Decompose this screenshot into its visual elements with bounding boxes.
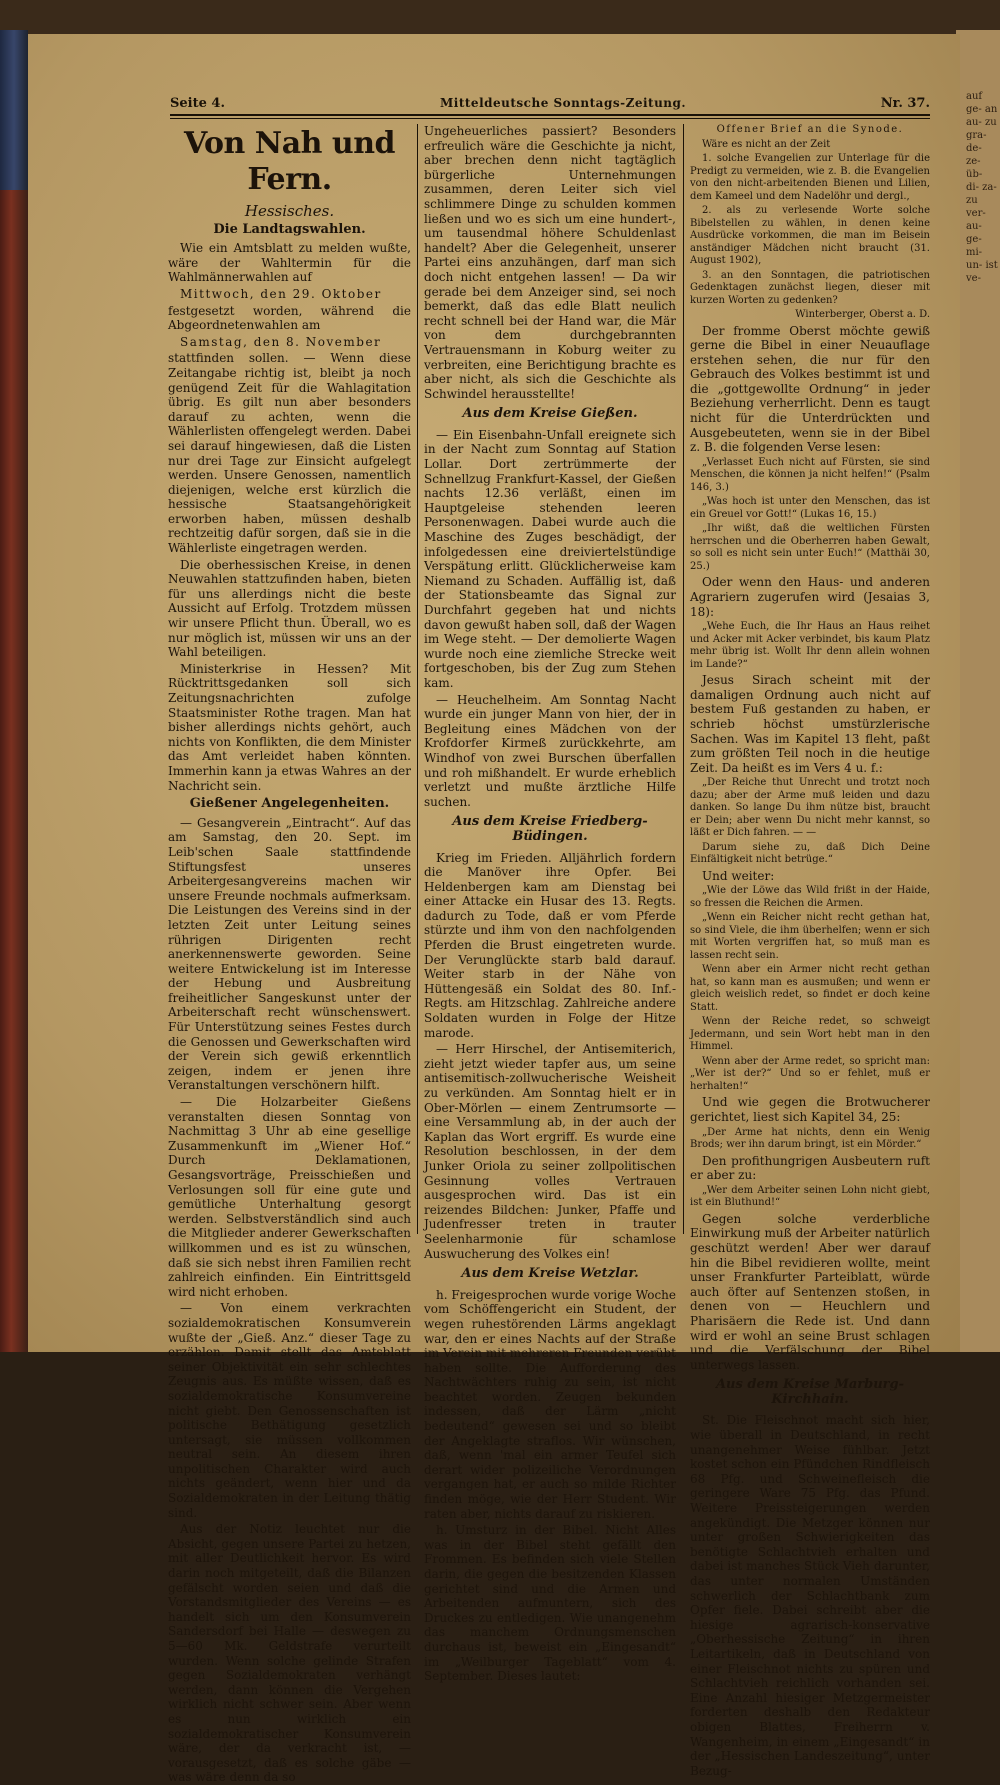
header-rule-thin (170, 118, 930, 119)
bible-quote: „Wer dem Arbeiter seinen Lohn nicht giebt, ist ein Bluthund!“ (690, 1184, 930, 1209)
paragraph: Aus der Notiz leuchtet nur die Absicht, gegen unsere Partei zu hetzen, mit aller Deutlichkeit hervor. Es wird darin noch mitgeteilt, daß die Bilanzen gefälscht worden seien und daß die Vorstandsmitglieder des Vereins — es handelt sich um den Konsumverein Sandersdorf bei Halle — deswegen zu 5—60 Mk. Geldstrafe verurteilt wurden. Wenn solche gelinde Strafen gegen Sozialdemokraten verhängt werden, dann können die Vergehen wirklich nicht schwer sein. Aber wenn es nun wirklich ein sozialdemokratischer Konsumverein wäre, der da verkracht ist, — vorausgesetzt, daß es solche gäbe — was wäre denn da so (168, 1522, 411, 1785)
bible-quote: „Was hoch ist unter den Menschen, das ist ein Greuel vor Gott!“ (Lukas 16, 15.) (690, 496, 930, 520)
paragraph: Mittwoch, den 29. Oktober (180, 286, 382, 301)
bible-quote: „Wie der Löwe das Wild frißt in der Haide, so fressen die Reichen die Armen. (690, 885, 930, 909)
header-rule (170, 114, 930, 116)
paragraph: — Die Holzarbeiter Gießens veranstalten diesen Sonntag von Nachmittag 3 Uhr ab eine gesellige Zusammenkunft im „Wiener Hof.“ Durch Deklamationen, Gesangsvorträge, Preisschießen und Verlosungen soll für eine gute und gemütliche Unterhaltung gesorgt werden. Selbstverständlich sind auch die Mitglieder anderer Gewerkschaften willkommen und es ist zu wünschen, daß sie sich nebst ihren Familien recht zahlreich einfinden. Ein Eintrittsgeld wird nicht erhoben. (168, 1095, 411, 1299)
bible-quote: Wenn aber ein Armer nicht recht gethan hat, so kann man es ausmußen; und wenn er gleich weislich redet, so findet er doch keine Statt. (690, 964, 930, 1013)
article-heading: Die Landtagswahlen. (213, 221, 366, 237)
next-page-edge (956, 30, 1000, 1352)
paragraph: festgesetzt worden, während die Abgeordnetenwahlen am (168, 303, 411, 333)
article-heading: Aus dem Kreise Gießen. (462, 406, 638, 422)
paragraph: Jesus Sirach scheint mit der damaligen Ordnung auch nicht auf bestem Fuß gestanden zu haben, er schrieb höchst umstürzlerische Sachen. Was im Kapitel 13 fleht, paßt zum größten Teil noch in die heutige Zeit. Da heißt es im Vers 4 u. f.: (690, 673, 930, 775)
paragraph: Ministerkrise in Hessen? Mit Rücktrittsgedanken soll sich Zeitungsnachrichten zufolge Staatsminister Rothe tragen. Man hat bisher allerdings nichts gehört, auch nichts von Konflikten, die dem Minister das Amt verleidet haben könnten. Immerhin kann ja etwas Wahres an der Nachricht sein. (168, 661, 411, 793)
issue-number: Nr. 37. (880, 96, 930, 111)
paragraph: — Gesangverein „Eintracht“. Auf das am Samstag, den 20. Sept. im Leib'schen Saale stattfindende Stiftungsfest unseres Arbeitergesangvereins machen wir unsere Freunde nochmals aufmerksam. Die Leistungen des Vereins sind in der letzten Zeit unter Leitung seines rührigen Dirigenten recht anerkennenswerte geworden. Seine weitere Entwickelung ist im Interesse der Hebung und Ausbreitung freiheitlicher Sangeskunst unter der Arbeiterschaft recht wünschenswert. Für Unterstützung seines Festes durch die Genossen und Gewerkschaften wird der Verein sich gewiß erkenntlich zeigen, indem er jenen ihre Veranstaltungen verschönern hilft. (168, 815, 411, 1093)
article-heading: Gießener Angelegenheiten. (189, 796, 390, 812)
paragraph: Gegen solche verderbliche Einwirkung muß der Arbeiter natürlich geschützt werden! Aber wer darauf hin die Bibel revidieren wollte, meint unser Frankfurter Parteiblatt, würde auch öfter auf Sentenzen stoßen, in denen von — Heuchlern und Pharisäern die Rede ist. Und dann wird er wohl an seine Brust schlagen und die Verfälschung der Bibel unterwegs lassen. (690, 1211, 930, 1372)
paragraph: Die oberhessischen Kreise, in denen Neuwahlen stattzufinden haben, bieten für uns allerdings nicht die beste Aussicht auf Erfolg. Trotzdem müssen wir unsere Pflicht thun. Überall, wo es nur möglich ist, müssen wir uns an der Wahl beteiligen. (168, 557, 411, 660)
paragraph: — Herr Hirschel, der Antisemiterich, zieht jetzt wieder tapfer aus, um seine antisemitisch-zollwucherische Weisheit zu verkünden. Am Sonntag hielt er in Ober-Mörlen — einem Zentrumsorte — eine Versammlung ab, in der auch der Kaplan das Wort ergriff. Es wurde eine Resolution beschlossen, in der dem Junker Oriola zu seiner zollpolitischen Gesinnung volles Vertrauen ausgesprochen wird. Das ist ein reizendes Bildchen: Junker, Pfaffe und Judenfresser treten in trauter Seelenharmonie für schamlose Auswucherung des Volkes ein! (424, 1042, 676, 1261)
quote-title: Offener Brief an die Synode. (716, 124, 904, 135)
column-2 (424, 124, 676, 1684)
paragraph: Der fromme Oberst möchte gewiß gerne die Bibel in einer Neuauflage erstehen sehen, die nur für den Gebrauch des Volkes bestimmt ist und die „gottgewollte Ordnung“ in jeder Beziehung verherrlicht. Denn es taugt nicht für die Unterdrückten und Ausgebeuteten, wenn sie in der Bibel z. B. die folgenden Verse lesen: (690, 323, 930, 455)
column-divider (417, 124, 418, 1234)
page-number: Seite 4. (170, 96, 225, 111)
paragraph: h. Umsturz in der Bibel. Nicht Alles was in der Bibel steht gefällt den Frommen. Es befinden sich viele Stellen darin, die gegen die besitzenden Klassen gerichtet sind und die Armen und Arbeitenden aufmuntern, sich des Druckes zu entledigen. Wie unangenehm das manchem Ordnungsmenschen durchaus ist, beweist ein „Eingesandt“ im „Weilburger Tageblatt“ vom 4. September. Dieses lautet: (424, 1523, 676, 1684)
next-page-text: auf ge- an au- zu gra- de- ze- üb- di- za- zu ver- au- ge- mi- un- ist ve- (966, 91, 998, 284)
page-header (170, 94, 930, 114)
paragraph: Und weiter: (702, 868, 775, 883)
paragraph: h. Freigesprochen wurde vorige Woche vom Schöffengericht ein Student, der wegen ruhestörenden Lärms angeklagt war, den er eines Nachts auf der Straße im Verein mit mehreren Freunden verübt haben sollte. Die Aufforderung des Nachtwächters ruhig zu sein, ist nicht beachtet worden. Zeugen bekunden indessen, daß der Lärm „nicht bedeutend“ gewesen sei und so bleibt der Angeklagte straflos. Wir wünschen, daß, wenn 'mal ein armer Teufel sich derart wider polizeiliche Verordnungen vergangen hat, er auch so milde Richter finden möge, wie der Herr Student. Wir raten aber, nichts darauf zu riskieren. (424, 1287, 676, 1521)
article-heading: Aus dem Kreise Friedberg-Büdingen. (452, 814, 648, 844)
column-1 (168, 124, 411, 1785)
paragraph: — Von einem verkrachten sozialdemokratischen Konsumverein wußte der „Gieß. Anz.“ dieser Tage zu erzählen. Damit stellt das Amtsblatt seiner Objektivität ein sehr schlechtes Zeugnis aus. Es müßte wissen, daß es sozialdemokratische Konsumvereine nicht giebt. Den Genossenschaften ist politische Bethätigung gesetzlich untersagt, sie müssen vollkommen neutral sein. An diesem ihren unpolitischen Charakter wird auch nichts geändert, wenn hier und da Sozialdemokraten in der Leitung thätig sind. (168, 1301, 411, 1520)
paragraph: Den profithungrigen Ausbeutern ruft er aber zu: (690, 1153, 930, 1183)
bible-quote: „Ihr wißt, daß die weltlichen Fürsten herrschen und die Oberherren haben Gewalt, so soll es nicht sein unter Euch!“ (Matthäi 30, 25.) (690, 523, 930, 572)
quote-signature: Winterberger, Oberst a. D. (795, 309, 930, 320)
section-title: Von Nah und Fern. (183, 126, 395, 197)
column-divider (683, 124, 684, 1234)
article-heading: Aus dem Kreise Marburg-Kirchhain. (715, 1377, 905, 1407)
paragraph: Ungeheuerliches passiert? Besonders erfreulich wäre die Geschichte ja nicht, aber brechen denn nicht tagtäglich bürgerliche Unternehmungen zusammen, deren Leiter sich viel schlimmere Dinge zu schulden kommen ließen und wo es sich um eine hundert-, um tausendmal höhere Schuldenlast handelt? Aber die Gelegenheit, unserer Partei eins anzuhängen, darf man sich doch nicht entgehen lassen! — Da wir gerade bei dem Anzeiger sind, sei noch bemerkt, daß das edle Blatt neulich recht schnell bei der Hand war, die Mär von dem durchgebrannten Vertrauensmann in Koburg weiter zu verbreiten, eine Berichtigung brachte es aber nicht, als sich die Geschichte als Schwindel herausstellte! (424, 124, 676, 401)
paragraph: Oder wenn den Haus- und anderen Agrariern zugerufen wird (Jesaias 3, 18): (690, 575, 930, 619)
bible-quote: „Der Arme hat nichts, denn ein Wenig Brods; wer ihn darum bringt, ist ein Mörder.“ (690, 1126, 930, 1151)
book-spine (0, 30, 28, 1352)
quote-line: 2. als zu verlesende Worte solche Bibelstellen zu wählen, in denen keine Ausdrücke vorkommen, die man im Beisein anständiger Mädchen nicht braucht (31. August 1902), (690, 205, 930, 266)
paragraph: — Ein Eisenbahn-Unfall ereignete sich in der Nacht zum Sonntag auf Station Lollar. Dort zertrümmerte der Schnellzug Frankfurt-Kassel, der Gießen nachts 12.36 verläßt, einen im Hauptgeleise stehenden leeren Personenwagen. Dabei wurde auch die Maschine des Zuges beschädigt, der infolgedessen eine dreiviertelstündige Verspätung erlitt. Glücklicherweise kam Niemand zu Schaden. Auffällig ist, daß der Stationsbeamte das Signal zur Durchfahrt gegeben hat und nichts davon gewußt haben soll, daß der Wagen im Wege steht. — Der demolierte Wagen wurde noch eine ziemliche Strecke weit fortgeschoben, bis der Zug zum Stehen kam. (424, 427, 676, 690)
column-3 (690, 124, 930, 1778)
paragraph: — Heuchelheim. Am Sonntag Nacht wurde ein junger Mann von hier, der in Begleitung eines Mädchen von der Krofdorfer Kirmeß zurückkehrte, am Windhof von zwei Burschen überfallen und roh mißhandelt. Er wurde erheblich verletzt und mußte ärztliche Hilfe suchen. (424, 692, 676, 809)
paper-title: Mitteldeutsche Sonntags-Zeitung. (440, 96, 687, 110)
paragraph: Samstag, den 8. November (180, 334, 382, 349)
quote-line: 1. solche Evangelien zur Unterlage für die Predigt zu vermeiden, wie z. B. die Evangelien von den nicht-arbeitenden Bienen und Lilien, dem Kameel und dem Nadelöhr und dergl., (690, 153, 930, 202)
spine-cover (0, 30, 28, 190)
bible-quote: „Verlasset Euch nicht auf Fürsten, sie sind Menschen, die können ja nicht helfen!“ (Psalm 146, 3.) (690, 456, 930, 493)
region-heading: Hessisches. (244, 202, 335, 220)
bible-quote: „Wehe Euch, die Ihr Haus an Haus reihet und Acker mit Acker verbindet, bis kaum Platz mehr übrig ist. Wollt Ihr denn allein wohnen im Lande?“ (690, 621, 930, 670)
quote-line: 3. an den Sonntagen, die patriotischen Gedenktagen zunächst liegen, dieser mit kurzen Worten zu gedenken? (690, 269, 930, 306)
bible-quote: „Wenn ein Reicher nicht recht gethan hat, so sind Viele, die ihm überhelfen; wenn er sich mit Worten vergriffen hat, so muß man es lassen recht sein. (690, 912, 930, 961)
bible-quote: „Der Reiche thut Unrecht und trotzt noch dazu; aber der Arme muß leiden und dazu danken. So lange Du ihm nütze bist, braucht er Dein; aber wenn Du nicht mehr kannst, so läßt er Dich fahren. — — (690, 777, 930, 839)
paragraph: Wie ein Amtsblatt zu melden wußte, wäre der Wahltermin für die Wahlmännerwahlen auf (168, 241, 411, 285)
paragraph: Und wie gegen die Brotwucherer gerichtet, liest sich Kapitel 34, 25: (690, 1095, 930, 1124)
bible-quote: Wenn aber der Arme redet, so spricht man: „Wer ist der?“ Und so er fehlet, muß er herhalten!“ (690, 1055, 930, 1092)
article-heading: Aus dem Kreise Wetzlar. (461, 1266, 639, 1282)
paragraph: St. Die Fleischnot macht sich hier, wie überall in Deutschland, in recht unangenehmer Weise fühlbar. Jetzt kostet schon ein Pfündchen Rindfleisch 68 Pfg. und Schweinefleisch die geringere Ware 75 Pfg. das Pfund. Weitere Preissteigerungen werden angekündigt. Die Metzger können nur unter großen Schwierigkeiten das benötigte Schlachtvieh erhalten und dabei ist manches Stück Vieh darunter, das unter normalen Umständen schwerlich der Schlachtbank zum Opfer fiele. Dabei schreibt aber die hiesige agrarisch-konservative „Oberhessische Zeitung“ in ihren Leitartikeln, daß in Deutschland von einer Fleischnot nichts zu spüren und Schlachtvieh reichlich vorhanden sei. Eine Anzahl hiesiger Metzgermeister forderten deshalb den Redakteur obigen Blattes, Freiherrn v. Wangenheim, in einem „Eingesandt“ in der „Hessischen Landeszeitung“, unter Bezug- (690, 1413, 930, 1778)
paragraph: stattfinden sollen. — Wenn diese Zeitangabe richtig ist, bleibt ja noch genügend Zeit für die Wahlagitation übrig. Es gilt nun aber besonders darauf zu achten, wenn die Wählerlisten offengelegt werden. Dabei sei darauf hingewiesen, daß die Listen nur drei Tage zur Einsicht aufgelegt werden. Unsere Genossen, namentlich diejenigen, welche erst kürzlich die hessische Staatsangehörigkeit erworben haben, müssen deshalb rechtzeitig dafür sorgen, daß sie in die Wählerliste eingetragen werden. (168, 351, 411, 556)
paragraph: Krieg im Frieden. Alljährlich fordern die Manöver ihre Opfer. Bei Heldenbergen kam am Dienstag bei einer Attacke ein Husar des 13. Regts. dadurch zu Tode, daß er vom Pferde stürzte und ihm von den nachfolgenden Pferden die Brust eingetreten wurde. Der Verunglückte starb bald darauf. Weiter starb in der Nähe von Hüttengesäß ein Soldat des 80. Inf.-Regts. am Hitzschlag. Zahlreiche andere Soldaten wurden in Folge der Hitze marode. (424, 850, 676, 1040)
bible-quote: Wenn der Reiche redet, so schweigt Jedermann, und sein Wort hebt man in den Himmel. (690, 1016, 930, 1053)
bible-quote: Darum siehe zu, daß Dich Deine Einfältigkeit nicht betrüge.“ (690, 841, 930, 866)
quote-line: Wäre es nicht an der Zeit (702, 138, 831, 150)
